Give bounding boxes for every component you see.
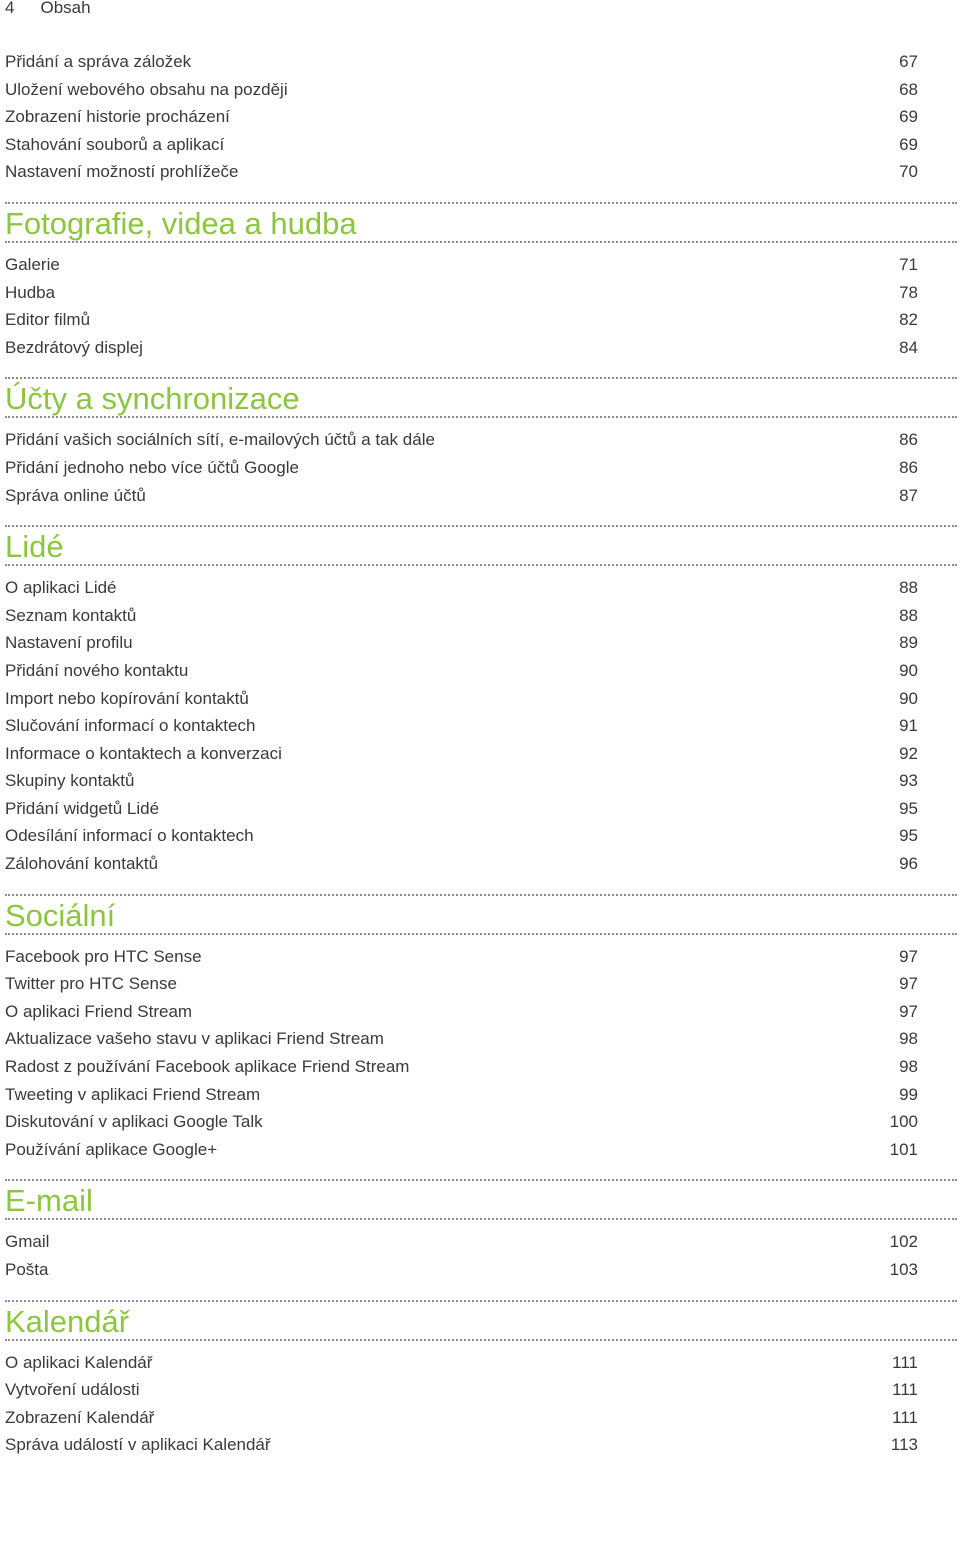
toc-entry[interactable]	[0, 1376, 960, 1404]
toc-entry-page-number: 101	[889, 1139, 918, 1159]
toc-entry-title: Zálohování kontaktů	[5, 854, 159, 874]
toc-entry-title: Skupiny kontaktů	[5, 771, 135, 791]
toc-entry-page-number: 88	[899, 605, 918, 625]
page-number: 4	[5, 0, 15, 17]
toc-entry[interactable]	[0, 1053, 960, 1081]
toc-entry[interactable]	[0, 970, 960, 998]
toc-entry-page-number: 111	[892, 1352, 918, 1372]
toc-entry-page-number: 111	[892, 1380, 918, 1400]
toc-entry[interactable]	[0, 943, 960, 971]
toc-entry[interactable]	[0, 131, 960, 159]
toc-entry[interactable]	[0, 279, 960, 307]
toc-entry-title: Odesílání informací o kontaktech	[5, 826, 254, 846]
toc-entry[interactable]	[0, 1431, 960, 1459]
toc-entry-page-number: 91	[899, 716, 918, 736]
toc-section	[0, 525, 960, 878]
toc-entry-page-number: 96	[899, 854, 918, 874]
toc-entry[interactable]	[0, 1108, 960, 1136]
toc-entry-title: Twitter pro HTC Sense	[5, 974, 177, 994]
toc-entry-page-number: 70	[899, 162, 918, 182]
toc-entry-title: Používání aplikace Google+	[5, 1139, 218, 1159]
toc-entry-title: Správa online účtů	[5, 485, 146, 505]
toc-entry-title: Stahování souborů a aplikací	[5, 134, 225, 154]
section-title[interactable]: Účty a synchronizace	[5, 381, 300, 417]
toc-entry-title: Galerie	[5, 254, 60, 274]
section-title[interactable]: Sociální	[5, 897, 116, 933]
toc-entry[interactable]	[0, 822, 960, 850]
toc-entry[interactable]	[0, 574, 960, 602]
toc-entry-page-number: 84	[899, 337, 918, 357]
toc-entry-page-number: 89	[899, 633, 918, 653]
toc-entry-page-number: 69	[899, 107, 918, 127]
section-title[interactable]: Lidé	[5, 529, 64, 565]
toc-entry[interactable]	[0, 767, 960, 795]
section-title[interactable]: Fotografie, videa a hudba	[5, 205, 357, 241]
toc-entry[interactable]	[0, 306, 960, 334]
toc-entry-title: Přidání vašich sociálních sítí, e-mailových účtů a tak dále	[5, 430, 435, 450]
toc-entry[interactable]	[0, 1349, 960, 1377]
toc-entry-page-number: 68	[899, 79, 918, 99]
toc-entry-title: Seznam kontaktů	[5, 605, 137, 625]
dotted-divider	[5, 416, 957, 418]
toc-entry-page-number: 97	[899, 974, 918, 994]
toc-entry[interactable]	[0, 1136, 960, 1164]
toc-entry-page-number: 88	[899, 578, 918, 598]
toc-entry-page-number: 95	[899, 826, 918, 846]
toc-entry-title: Facebook pro HTC Sense	[5, 946, 202, 966]
toc-entry[interactable]	[0, 657, 960, 685]
toc-entry[interactable]	[0, 795, 960, 823]
toc-entry[interactable]	[0, 334, 960, 362]
toc-entry-page-number: 92	[899, 743, 918, 763]
toc-entry-title: Aktualizace vašeho stavu v aplikaci Friend Stream	[5, 1029, 384, 1049]
toc-entry[interactable]	[0, 76, 960, 104]
toc-entry-title: O aplikaci Lidé	[5, 578, 117, 598]
toc-entry[interactable]	[0, 103, 960, 131]
toc-entry-title: Editor filmů	[5, 310, 91, 330]
toc-entry-title: Přidání a správa záložek	[5, 52, 192, 71]
toc-entry-page-number: 98	[899, 1057, 918, 1077]
toc-entry-title: Zobrazení Kalendář	[5, 1407, 155, 1427]
dotted-divider	[5, 564, 957, 566]
toc-entry-title: O aplikaci Kalendář	[5, 1352, 153, 1372]
toc-entry[interactable]	[0, 850, 960, 878]
toc-entry-title: Radost z používání Facebook aplikace Friend Stream	[5, 1057, 410, 1077]
toc-entry-title: Pošta	[5, 1260, 49, 1279]
toc-entry[interactable]	[0, 602, 960, 630]
toc-entry-page-number: 98	[899, 1029, 918, 1049]
toc-entry-title: Slučování informací o kontaktech	[5, 716, 256, 736]
dotted-divider	[5, 241, 957, 243]
toc-entry-title: Import nebo kopírování kontaktů	[5, 688, 249, 708]
toc-entry-page-number: 90	[899, 688, 918, 708]
toc-entry-page-number: 95	[899, 798, 918, 818]
toc-entry[interactable]	[0, 685, 960, 713]
toc-entry-title: Informace o kontaktech a konverzaci	[5, 743, 282, 763]
section-title[interactable]: E-mail	[5, 1183, 93, 1219]
toc-entry[interactable]	[0, 1081, 960, 1109]
toc-entry-page-number: 86	[899, 430, 918, 450]
toc-entry-page-number: 99	[899, 1084, 918, 1104]
toc-entry[interactable]	[0, 998, 960, 1026]
toc-entry-page-number: 67	[899, 52, 918, 71]
toc-section	[0, 1300, 960, 1459]
toc-entry-title: O aplikaci Friend Stream	[5, 1001, 193, 1021]
toc-entry[interactable]	[0, 158, 960, 186]
toc-entry[interactable]	[0, 251, 960, 279]
page-title: Obsah	[40, 0, 91, 17]
toc-entry-page-number: 71	[899, 254, 918, 274]
toc-entry-title: Bezdrátový displej	[5, 337, 143, 357]
toc-entry[interactable]	[0, 1228, 960, 1256]
toc-entry-page-number: 100	[889, 1112, 918, 1132]
toc-entry[interactable]	[0, 48, 960, 76]
toc-entry[interactable]	[0, 482, 960, 510]
table-of-contents	[0, 48, 960, 1459]
toc-entry-page-number: 69	[899, 134, 918, 154]
toc-entry[interactable]	[0, 712, 960, 740]
toc-entry-page-number: 111	[892, 1407, 918, 1427]
toc-entry-page-number: 97	[899, 946, 918, 966]
toc-entry[interactable]	[0, 1256, 960, 1284]
toc-entry-page-number: 87	[899, 485, 918, 505]
toc-entry-title: Vytvoření události	[5, 1380, 140, 1400]
toc-entry[interactable]	[0, 740, 960, 768]
toc-entry-title: Přidání widgetů Lidé	[5, 798, 160, 818]
dotted-divider	[5, 933, 957, 935]
dotted-divider	[5, 1339, 957, 1341]
toc-section	[0, 1179, 960, 1283]
toc-entry[interactable]	[0, 426, 960, 454]
toc-section	[0, 377, 960, 509]
toc-section	[0, 894, 960, 1164]
toc-entry-page-number: 90	[899, 660, 918, 680]
toc-entry-title: Nastavení možností prohlížeče	[5, 162, 239, 182]
toc-entry[interactable]	[0, 1025, 960, 1053]
toc-entry-page-number: 93	[899, 771, 918, 791]
toc-entry[interactable]	[0, 629, 960, 657]
toc-entry[interactable]	[0, 454, 960, 482]
toc-entry-page-number: 113	[890, 1435, 918, 1455]
toc-entry-page-number: 78	[899, 282, 918, 302]
page-header	[5, 0, 91, 20]
toc-entry-page-number: 103	[889, 1260, 918, 1279]
toc-section	[0, 202, 960, 361]
toc-entry-page-number: 82	[899, 310, 918, 330]
toc-entry-page-number: 97	[899, 1001, 918, 1021]
toc-entry-title: Přidání nového kontaktu	[5, 660, 189, 680]
toc-entry-title: Diskutování v aplikaci Google Talk	[5, 1112, 263, 1132]
toc-entry-title: Gmail	[5, 1232, 50, 1252]
toc-entry-title: Zobrazení historie procházení	[5, 107, 230, 127]
toc-entry-title: Přidání jednoho nebo více účtů Google	[5, 457, 299, 477]
toc-entry[interactable]	[0, 1404, 960, 1432]
toc-entry-title: Hudba	[5, 282, 56, 302]
toc-entry-title: Uložení webového obsahu na později	[5, 79, 288, 99]
section-title[interactable]: Kalendář	[5, 1303, 130, 1339]
dotted-divider	[5, 1218, 957, 1220]
toc-entry-page-number: 102	[889, 1232, 918, 1252]
toc-entry-title: Tweeting v aplikaci Friend Stream	[5, 1084, 261, 1104]
toc-entry-page-number: 86	[899, 457, 918, 477]
toc-entry-title: Nastavení profilu	[5, 633, 133, 653]
toc-entry-title: Správa událostí v aplikaci Kalendář	[5, 1435, 271, 1455]
